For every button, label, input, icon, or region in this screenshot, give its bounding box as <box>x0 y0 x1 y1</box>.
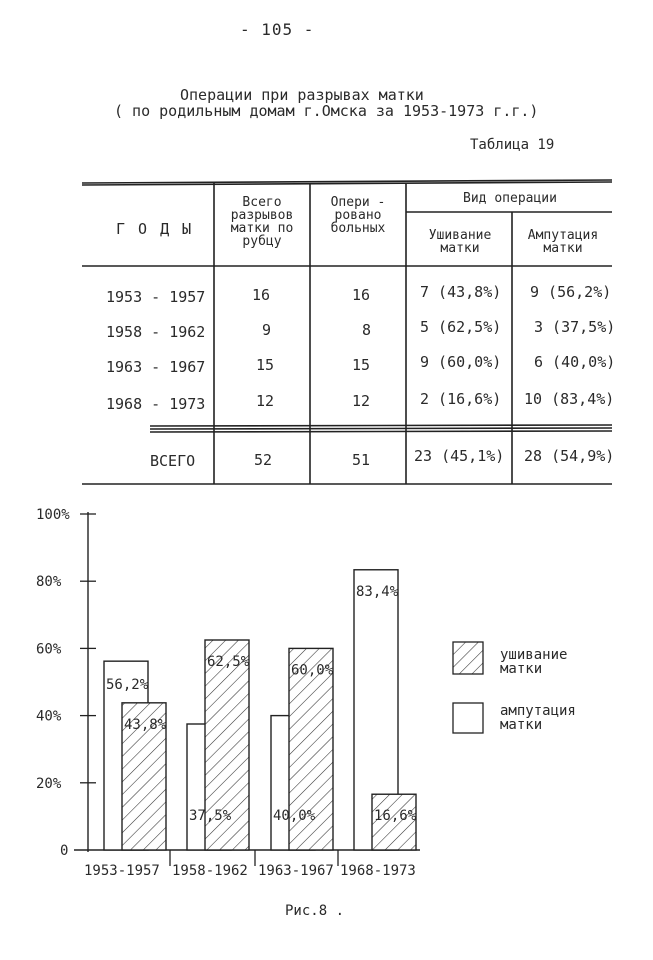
header-year: Г О Д Ы <box>116 220 194 238</box>
cell-total: 52 <box>254 451 273 469</box>
cell-amputation: 9 (56,2%) <box>530 283 612 301</box>
cell-operated: 51 <box>352 451 371 469</box>
header-operated: Опери - ровано больных <box>330 195 386 236</box>
cell-suturing: 7 (43,8%) <box>420 283 502 301</box>
cell-total: 9 <box>262 321 272 339</box>
x-category-label: 1963-1967 <box>258 863 334 879</box>
cell-total-label: ВСЕГО <box>150 452 196 470</box>
cell-operated: 12 <box>352 392 371 410</box>
y-tick-label: 60% <box>36 641 62 658</box>
label-suturing: 16,6% <box>374 808 417 825</box>
header-operation-type: Вид операции <box>463 191 557 206</box>
cell-operated: 16 <box>352 286 371 304</box>
title-line-2: ( по родильным домам г.Омска за 1953-1973 г.г.) <box>114 102 539 120</box>
legend-amputation-line1: ампутация <box>500 703 576 719</box>
cell-amputation: 28 (54,9%) <box>524 447 615 465</box>
cell-total: 15 <box>256 356 275 374</box>
cell-amputation: 6 (40,0%) <box>534 353 616 371</box>
cell-year: 1968 - 1973 <box>106 395 206 413</box>
header-total-ruptures: Всего разрывов матки по рубцу <box>230 195 294 249</box>
title-line-1: Операции при разрывах матки <box>180 86 424 104</box>
x-category-label: 1968-1973 <box>340 863 416 879</box>
label-amputation: 37,5% <box>189 808 232 824</box>
y-tick-label: 80% <box>36 574 62 591</box>
cell-operated: 8 <box>362 321 372 339</box>
cell-suturing: 5 (62,5%) <box>420 318 502 336</box>
y-tick-label: 20% <box>36 775 62 792</box>
cell-year: 1953 - 1957 <box>106 288 206 306</box>
cell-year: 1963 - 1967 <box>106 358 206 376</box>
legend-suturing-line1: ушивание <box>500 647 568 663</box>
legend-suturing-line2: матки <box>500 661 543 677</box>
cell-suturing: 9 (60,0%) <box>420 353 502 371</box>
x-category-label: 1953-1957 <box>84 863 160 879</box>
x-category-label: 1958-1962 <box>172 863 248 879</box>
cell-total: 16 <box>252 286 271 304</box>
label-amputation: 83,4% <box>356 583 399 600</box>
cell-suturing: 2 (16,6%) <box>420 390 502 408</box>
table-number: Таблица 19 <box>470 137 555 153</box>
figure-caption: Рис.8 . <box>285 903 345 919</box>
y-tick-label: 100% <box>36 507 70 523</box>
label-suturing: 62,5% <box>207 654 250 670</box>
cell-year: 1958 - 1962 <box>106 323 206 341</box>
cell-total: 12 <box>256 392 275 410</box>
label-amputation: 40,0% <box>273 808 316 824</box>
y-tick-label: 40% <box>36 708 62 725</box>
header-amputation: Ампутация матки <box>527 228 599 256</box>
y-tick-label: 0 <box>60 843 69 859</box>
page-number: - 105 - <box>240 20 315 39</box>
legend-swatch-amputation <box>453 703 483 733</box>
label-suturing: 60,0% <box>291 662 334 679</box>
cell-suturing: 23 (45,1%) <box>414 447 505 465</box>
label-suturing: 43,8% <box>124 716 167 733</box>
legend-amputation-line2: матки <box>500 717 543 733</box>
cell-amputation: 10 (83,4%) <box>524 390 615 408</box>
label-amputation: 56,2% <box>106 677 149 694</box>
header-suturing: Ушивание матки <box>428 228 492 256</box>
legend-swatch-suturing <box>453 642 483 674</box>
cell-operated: 15 <box>352 356 371 374</box>
cell-amputation: 3 (37,5%) <box>534 318 616 336</box>
